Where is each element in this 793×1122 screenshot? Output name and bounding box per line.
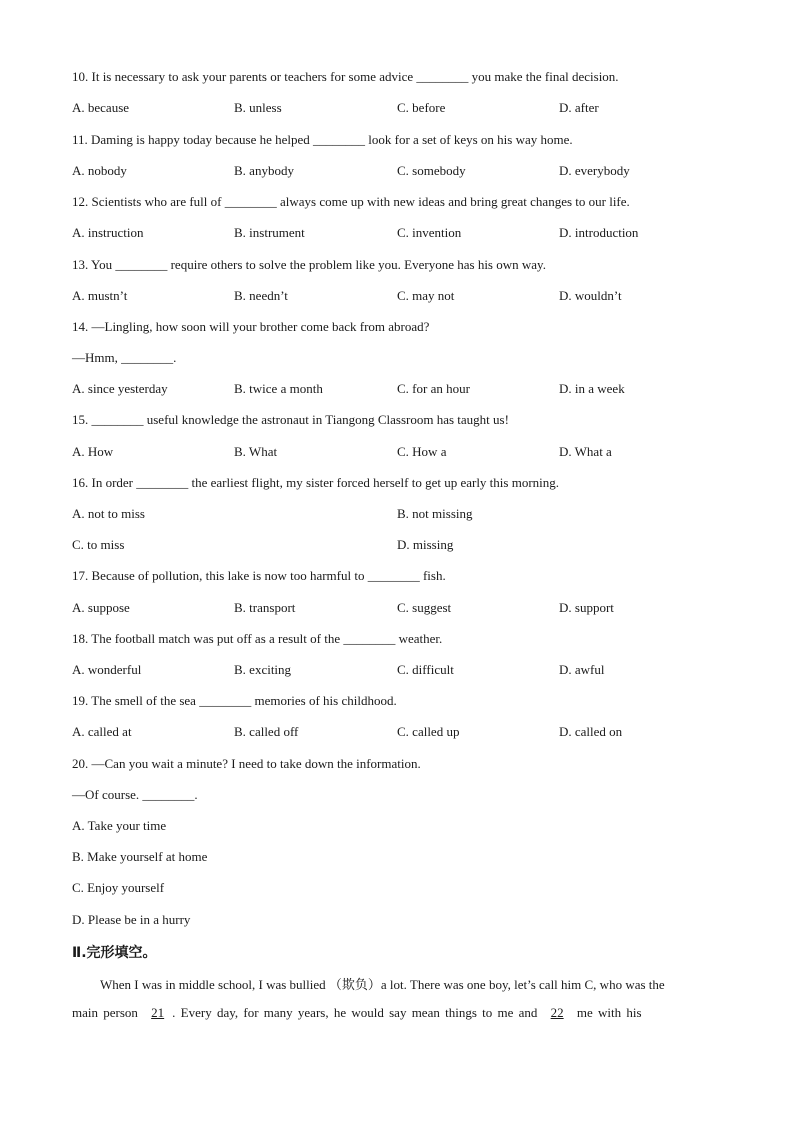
option-d: D. introduction — [559, 225, 639, 240]
option-c: C. to miss — [72, 537, 125, 552]
option-d: D. awful — [559, 662, 605, 677]
option-a: A. instruction — [72, 225, 144, 240]
option-c: C. difficult — [397, 662, 454, 677]
cloze-text: main person — [72, 1005, 144, 1020]
option-c: C. Enjoy yourself — [72, 880, 165, 895]
option-b: B. called off — [234, 724, 299, 739]
option-d: D. in a week — [559, 381, 625, 396]
option-c: C. called up — [397, 724, 460, 739]
option-b: B. transport — [234, 600, 296, 615]
option-c: C. may not — [397, 288, 455, 303]
question-16-options-row2 — [72, 537, 732, 555]
question-18-options — [72, 662, 732, 680]
question-12-stem: 12. Scientists who are full of ________ always come up with new ideas and bring great changes to our life. — [72, 194, 630, 209]
question-17-stem: 17. Because of pollution, this lake is now too harmful to ________ fish. — [72, 568, 446, 583]
option-a: A. Take your time — [72, 818, 167, 833]
option-d: D. What a — [559, 444, 612, 459]
option-b: B. What — [234, 444, 278, 459]
option-b: B. not missing — [397, 506, 473, 521]
cloze-text: . Every day, for many years, he would say mean things to me and — [172, 1005, 543, 1020]
option-a: A. since yesterday — [72, 381, 168, 396]
cloze-paragraph-line-2 — [72, 1005, 722, 1021]
option-a: A. called at — [72, 724, 132, 739]
option-d: D. everybody — [559, 163, 630, 178]
option-c: C. How a — [397, 444, 447, 459]
blank-22: 22 — [550, 1005, 564, 1020]
question-13-options — [72, 288, 732, 306]
question-14-options — [72, 381, 732, 399]
option-a: A. nobody — [72, 163, 127, 178]
option-d: D. missing — [397, 537, 454, 552]
option-a: A. wonderful — [72, 662, 142, 677]
option-c: C. somebody — [397, 163, 466, 178]
question-12-options — [72, 225, 732, 243]
option-b: B. unless — [234, 100, 282, 115]
question-17-options — [72, 600, 732, 618]
question-19-stem: 19. The smell of the sea ________ memories of his childhood. — [72, 693, 397, 708]
option-c: C. invention — [397, 225, 462, 240]
option-b: B. Make yourself at home — [72, 849, 208, 864]
question-14-stem: 14. —Lingling, how soon will your brother come back from abroad? — [72, 319, 430, 334]
option-a: A. suppose — [72, 600, 130, 615]
option-a: A. because — [72, 100, 130, 115]
question-14-reply: —Hmm, ________. — [72, 350, 177, 365]
option-d: D. Please be in a hurry — [72, 912, 191, 927]
option-a: A. not to miss — [72, 506, 145, 521]
option-d: D. support — [559, 600, 614, 615]
option-c: C. for an hour — [397, 381, 470, 396]
option-b: B. exciting — [234, 662, 292, 677]
option-b: B. anybody — [234, 163, 294, 178]
question-19-options — [72, 724, 732, 742]
blank-21: 21 — [151, 1005, 165, 1020]
option-a: A. mustn’t — [72, 288, 128, 303]
question-16-options-row1 — [72, 506, 732, 524]
question-11-options — [72, 163, 732, 181]
option-c: C. before — [397, 100, 446, 115]
section-title: Ⅱ.完形填空。 — [72, 945, 157, 961]
option-b: B. instrument — [234, 225, 305, 240]
question-10-options — [72, 100, 732, 118]
question-16-stem: 16. In order ________ the earliest flight, my sister forced herself to get up early this morning. — [72, 475, 560, 490]
option-d: D. called on — [559, 724, 623, 739]
cloze-text: me with his — [571, 1005, 642, 1020]
question-13-stem: 13. You ________ require others to solve the problem like you. Everyone has his own way. — [72, 257, 546, 272]
question-10-stem: 10. It is necessary to ask your parents or teachers for some advice ________ you make the final decision. — [72, 69, 619, 84]
option-b: B. needn’t — [234, 288, 288, 303]
question-11-stem: 11. Daming is happy today because he helped ________ look for a set of keys on his way home. — [72, 132, 573, 147]
question-15-stem: 15. ________ useful knowledge the astronaut in Tiangong Classroom has taught us! — [72, 412, 509, 427]
question-18-stem: 18. The football match was put off as a result of the ________ weather. — [72, 631, 443, 646]
option-d: D. after — [559, 100, 599, 115]
option-a: A. How — [72, 444, 114, 459]
question-20-reply: —Of course. ________. — [72, 787, 198, 802]
question-15-options — [72, 444, 732, 462]
option-c: C. suggest — [397, 600, 452, 615]
option-d: D. wouldn’t — [559, 288, 622, 303]
cloze-paragraph-line-1: When I was in middle school, I was bullied （欺负）a lot. There was one boy, let’s call him C, who was the — [100, 977, 665, 992]
option-b: B. twice a month — [234, 381, 323, 396]
question-20-stem: 20. —Can you wait a minute? I need to take down the information. — [72, 756, 421, 771]
